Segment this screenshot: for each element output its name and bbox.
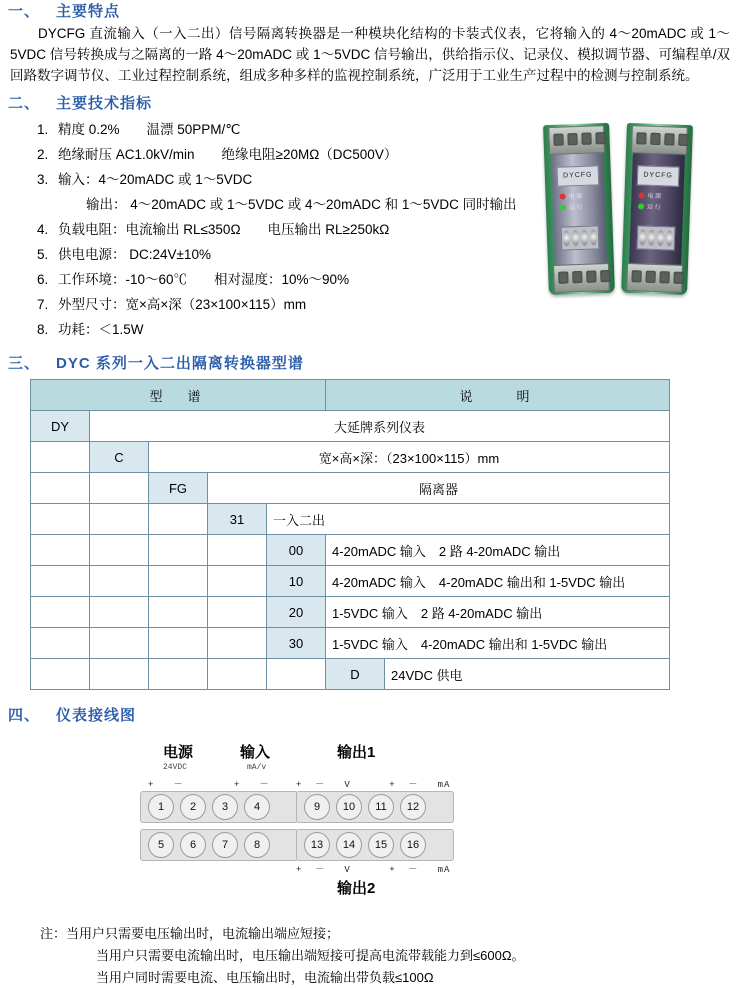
table-row (31, 628, 670, 659)
terminal-pin[interactable]: 7 (212, 832, 238, 858)
spec-text: 功耗：＜1.5W (58, 322, 144, 337)
table-row (31, 504, 670, 535)
code-cell-empty (31, 597, 90, 628)
code-cell-empty (90, 597, 149, 628)
note-line (40, 923, 740, 945)
device-leds: 电 源 运 行 (638, 191, 661, 214)
code-cell-empty (208, 566, 267, 597)
section-title: 仪表接线图 (56, 707, 137, 724)
terminal-pin[interactable]: 6 (180, 832, 206, 858)
terminal-pin[interactable]: 11 (368, 794, 394, 820)
wiring-label-output2: 输出2 (337, 880, 376, 897)
terminal-pin[interactable]: 15 (368, 832, 394, 858)
desc-cell: 隔离器 (208, 473, 670, 504)
table-header-model: 型 谱 (31, 380, 326, 411)
code-cell: D (326, 659, 385, 690)
table-header-row (31, 380, 670, 411)
code-cell: FG (149, 473, 208, 504)
section-heading-wiring (8, 704, 740, 725)
terminal-pin[interactable]: 2 (180, 794, 206, 820)
code-cell-empty (31, 473, 90, 504)
section-number: 二、 (8, 95, 41, 112)
code-cell-empty (208, 628, 267, 659)
note-text: 当用户同时需要电流、电压输出时，电流输出带负载≤100Ω (96, 970, 434, 985)
code-cell-empty (31, 628, 90, 659)
spec-text: 负载电阻：电流输出 RL≤350Ω 电压输出 RL≥250kΩ (58, 222, 390, 237)
desc-cell: 4-20mADC 输入 2 路 4-20mADC 输出 (326, 535, 670, 566)
code-cell-empty (90, 628, 149, 659)
terminal-pin[interactable]: 1 (148, 794, 174, 820)
terminal-block-right-bottom (296, 829, 454, 861)
table-row (31, 411, 670, 442)
wiring-label-output1: 输出1 (337, 744, 376, 761)
code-cell-empty (149, 597, 208, 628)
code-cell: 30 (267, 628, 326, 659)
terminal-pin[interactable]: 4 (244, 794, 270, 820)
table-row (31, 442, 670, 473)
code-cell-empty (267, 659, 326, 690)
polarity-output1-top: + － V + － mA (296, 780, 451, 790)
desc-cell: 一入二出 (267, 504, 670, 535)
terminal-block-right-top (296, 791, 454, 823)
code-cell-empty (208, 535, 267, 566)
spec-subtext: 输出： 4～20mADC 或 1～5VDC 或 4～20mADC 和 1～5VDC 同时输出 (86, 197, 517, 212)
table-row (31, 473, 670, 504)
code-cell: 31 (208, 504, 267, 535)
note-line (40, 945, 740, 967)
terminal-pin[interactable]: 5 (148, 832, 174, 858)
code-cell-empty (31, 566, 90, 597)
spec-text: 外型尺寸：宽×高×深（23×100×115）mm (58, 297, 307, 312)
spec-text: 工作环境：-10～60℃ 相对湿度：10%～90% (58, 272, 350, 287)
section-number: 三、 (8, 355, 41, 372)
device-image-green (543, 123, 615, 295)
device-image-dark (621, 123, 693, 295)
section-number: 四、 (8, 707, 41, 724)
code-cell-empty (208, 659, 267, 690)
table-header-desc: 说 明 (326, 380, 670, 411)
terminal-pin[interactable]: 8 (244, 832, 270, 858)
polarity-output2-bottom: + － V + － mA (296, 865, 451, 875)
desc-cell: 1-5VDC 输入 4-20mADC 输出和 1-5VDC 输出 (326, 628, 670, 659)
section-title: 主要技术指标 (56, 95, 153, 112)
code-cell-empty (90, 659, 149, 690)
device-leds: 电 源 运 行 (559, 192, 582, 215)
desc-cell: 1-5VDC 输入 2 路 4-20mADC 输出 (326, 597, 670, 628)
code-cell-empty (149, 566, 208, 597)
terminal-block-left-top (140, 791, 298, 823)
spec-text: 输入：4～20mADC 或 1～5VDC (58, 172, 253, 187)
desc-cell: 宽×高×深：（23×100×115）mm (149, 442, 670, 473)
code-cell-empty (149, 628, 208, 659)
wiring-sub-input: mA/v (247, 763, 267, 772)
desc-cell: 大延牌系列仪表 (90, 411, 670, 442)
code-cell-empty (90, 473, 149, 504)
spec-item (52, 317, 740, 342)
note-text: 当用户只需要电流输出时，电压输出端短接可提高电流带载能力到≤600Ω。 (96, 948, 525, 963)
polarity-input-top: + － (234, 780, 270, 790)
note-line (40, 967, 740, 989)
code-cell: DY (31, 411, 90, 442)
terminal-pin[interactable]: 13 (304, 832, 330, 858)
table-row (31, 659, 670, 690)
device-label: DYCFG (637, 165, 680, 186)
terminal-pin[interactable]: 16 (400, 832, 426, 858)
code-cell-empty (149, 504, 208, 535)
code-cell: 10 (267, 566, 326, 597)
section-heading-specs (8, 92, 740, 113)
features-paragraph: DYCFG 直流输入（一入二出）信号隔离转换器是一种模块化结构的卡装式仪表，它将输入的 4～20mADC 或 1～5VDC 信号转换成与之隔离的一路 4～20mADC 或 1～5VDC 信号输出，供给指示仪、记录仪、模拟调节器、可编程单/双回路数字调节仪、工业过程控制系统，组成多种多样的监视控制系统，广泛用于工业生产过程中的检测与控制系统。 (10, 26, 730, 83)
section-title: 主要特点 (56, 3, 121, 20)
code-cell-empty (31, 442, 90, 473)
product-photo (540, 118, 720, 300)
section-number: 一、 (8, 3, 41, 20)
spec-text: 供电电源： DC:24V±10% (58, 247, 211, 262)
table-row (31, 566, 670, 597)
terminal-pin[interactable]: 10 (336, 794, 362, 820)
device-label: DYCFG (557, 165, 600, 186)
code-cell: 00 (267, 535, 326, 566)
wiring-sub-power: 24VDC (163, 763, 188, 772)
terminal-pin[interactable]: 14 (336, 832, 362, 858)
note-text: 当用户只需要电压输出时，电流输出端应短接； (66, 926, 340, 941)
code-cell-empty (90, 535, 149, 566)
wiring-diagram (0, 735, 740, 915)
code-cell-empty (31, 659, 90, 690)
spec-text: 绝缘耐压 AC1.0kV/min 绝缘电阻≥20MΩ（DC500V） (58, 147, 398, 162)
wiring-label-power: 电源 (163, 744, 194, 761)
section-title: DYC 系列一入二出隔离转换器型谱 (56, 355, 304, 372)
section-heading-model (8, 352, 740, 373)
note-label: 注： (40, 926, 67, 941)
code-cell-empty (149, 535, 208, 566)
code-cell: 20 (267, 597, 326, 628)
desc-cell: 4-20mADC 输入 4-20mADC 输出和 1-5VDC 输出 (326, 566, 670, 597)
code-cell-empty (149, 659, 208, 690)
section-heading-features (8, 0, 740, 21)
desc-cell: 24VDC 供电 (385, 659, 670, 690)
code-cell: C (90, 442, 149, 473)
code-cell-empty (31, 504, 90, 535)
terminal-block-left-bottom (140, 829, 298, 861)
code-cell-empty (90, 566, 149, 597)
table-row (31, 535, 670, 566)
notes-block (40, 923, 740, 989)
code-cell-empty (208, 597, 267, 628)
table-row (31, 597, 670, 628)
terminal-pin[interactable]: 12 (400, 794, 426, 820)
code-cell-empty (31, 535, 90, 566)
wiring-label-input: 输入 (240, 744, 271, 761)
terminal-pin[interactable]: 9 (304, 794, 330, 820)
code-cell-empty (90, 504, 149, 535)
model-table (30, 379, 670, 690)
terminal-pin[interactable]: 3 (212, 794, 238, 820)
spec-text: 精度 0.2% 温漂 50PPM/℃ (58, 122, 241, 137)
polarity-power-top: + － (148, 780, 184, 790)
